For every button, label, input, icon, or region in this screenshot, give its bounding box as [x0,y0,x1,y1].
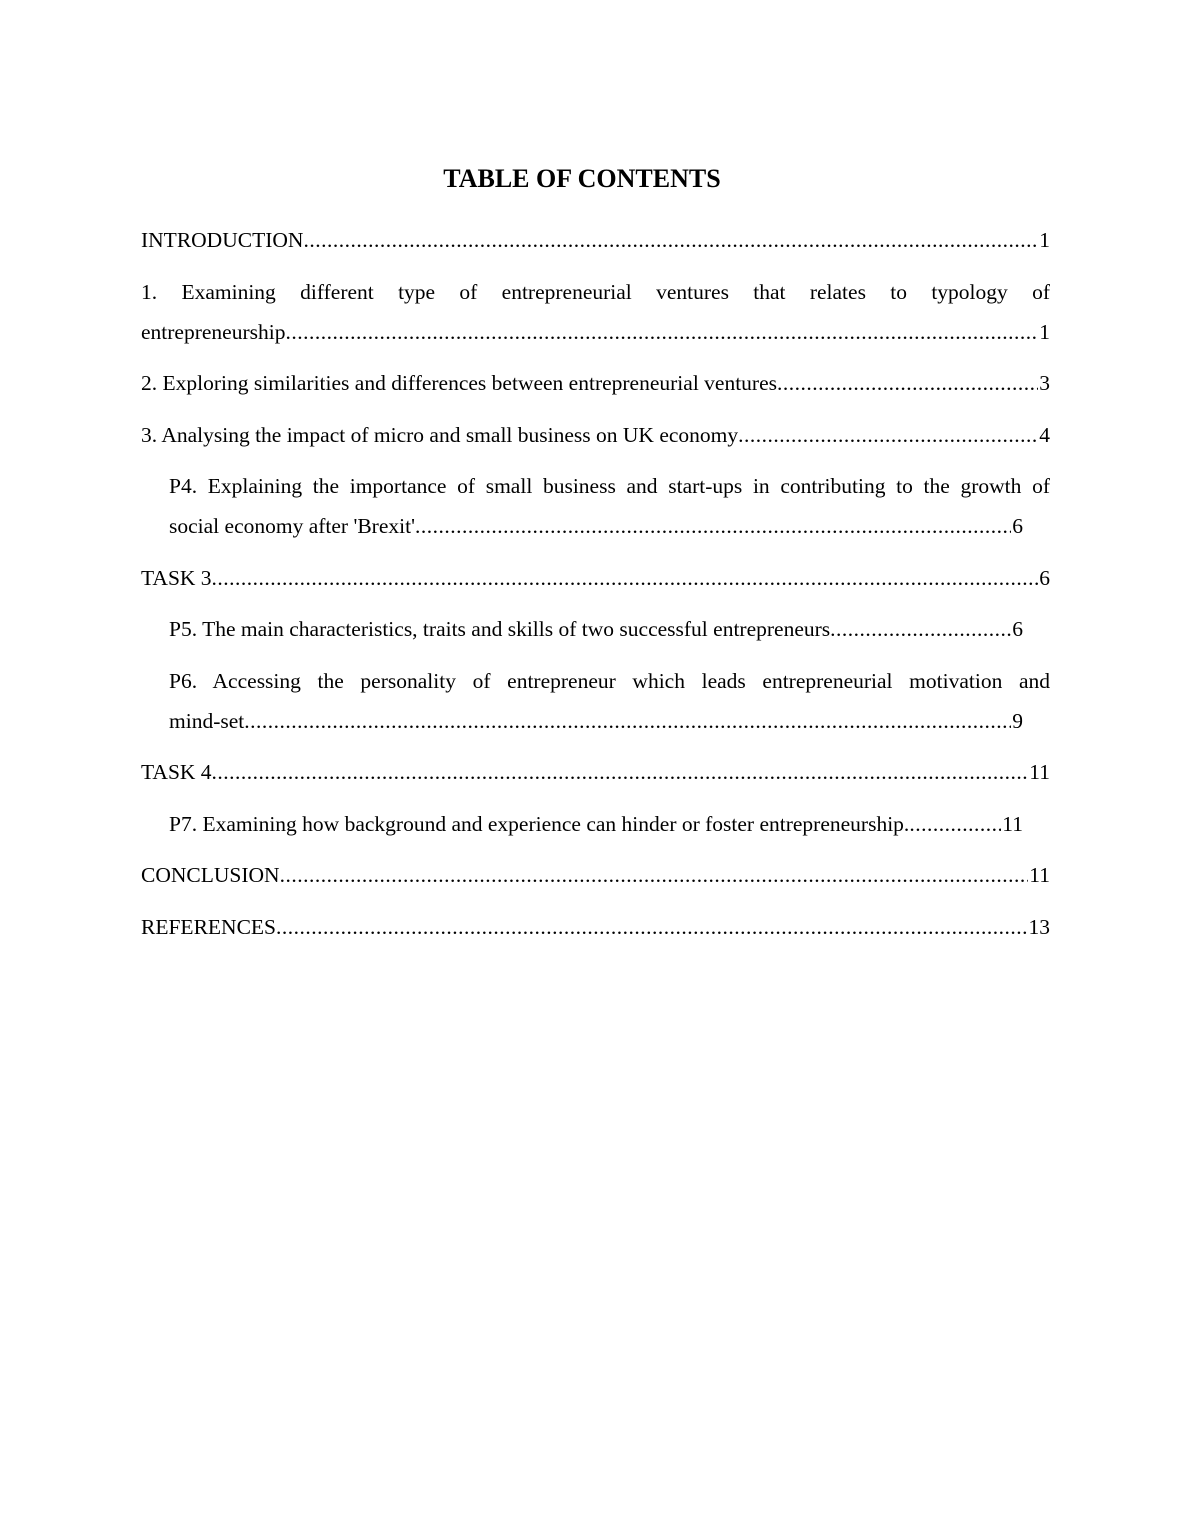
toc-entry-p5[interactable] [141,609,1023,649]
toc-entry-task-3[interactable] [141,558,1050,598]
dot-leader [276,907,1028,947]
toc-page-number: 6 [1039,565,1050,590]
toc-page-number: 3 [1039,371,1050,395]
toc-page-number: 9 [1012,708,1023,733]
toc-entry-text: TASK 3 [141,565,212,590]
toc-page-number: 1 [1039,228,1050,252]
dot-leader [909,804,1001,844]
toc-entry-text: P7. Examining how background and experience can hinder or foster entrepreneurship. [169,811,910,836]
toc-entry-text: entrepreneurship [141,319,286,344]
toc-entry-p7[interactable] [141,804,1023,844]
toc-page-number: 11 [1002,811,1023,836]
dot-leader [280,855,1029,895]
toc-entry-section-3[interactable] [141,415,1050,455]
toc-entry-text: INTRODUCTION [141,228,304,252]
toc-entry-text-line1: P4. Explaining the importance of small business and start-ups in contributing to the growth of [169,474,1050,498]
toc-title: TABLE OF CONTENTS [443,164,721,193]
dot-leader [244,701,1011,741]
toc-page-number: 1 [1039,319,1050,344]
toc-entry-conclusion[interactable] [141,855,1050,895]
toc-entry-text: CONCLUSION [141,863,280,887]
toc-entry-references[interactable] [141,907,1050,947]
dot-leader [777,363,1038,403]
toc-page-number: 11 [1029,760,1050,784]
dot-leader [830,609,1011,649]
toc-entry-text: P5. The main characteristics, traits and skills of two successful entrepreneurs [169,617,831,641]
toc-entry-p4[interactable] [141,466,1050,546]
toc-entry-section-1[interactable] [141,272,1050,352]
toc-entry-text: mind-set [169,708,245,733]
toc-list [141,220,1050,958]
dot-leader [303,220,1038,260]
dot-leader [212,752,1029,792]
toc-entry-text: social economy after 'Brexit' [169,514,415,538]
toc-entry-task-4[interactable] [141,752,1050,792]
toc-entry-text-line1: P6. Accessing the personality of entrepreneur which leads entrepreneurial motivation and [169,668,1050,693]
toc-entry-text: 2. Exploring similarities and differences between entrepreneurial ventures [141,371,778,395]
toc-page-number: 4 [1039,422,1050,447]
toc-entry-introduction[interactable] [141,220,1050,260]
toc-page-number: 6 [1012,617,1023,641]
dot-leader [738,415,1038,455]
toc-page-number: 11 [1029,863,1050,887]
toc-entry-text: REFERENCES [141,914,276,939]
toc-page-number: 6 [1012,514,1023,538]
dot-leader [285,312,1038,352]
toc-entry-text: TASK 4 [141,760,212,784]
toc-page-number: 13 [1028,914,1050,939]
dot-leader [415,506,1011,546]
toc-entry-section-2[interactable] [141,363,1050,403]
dot-leader [212,558,1039,598]
toc-entry-text: 3. Analysing the impact of micro and small business on UK economy [141,422,739,447]
toc-entry-p6[interactable] [141,661,1050,741]
toc-entry-text-line1: 1. Examining different type of entrepreneurial ventures that relates to typology of [141,279,1050,304]
